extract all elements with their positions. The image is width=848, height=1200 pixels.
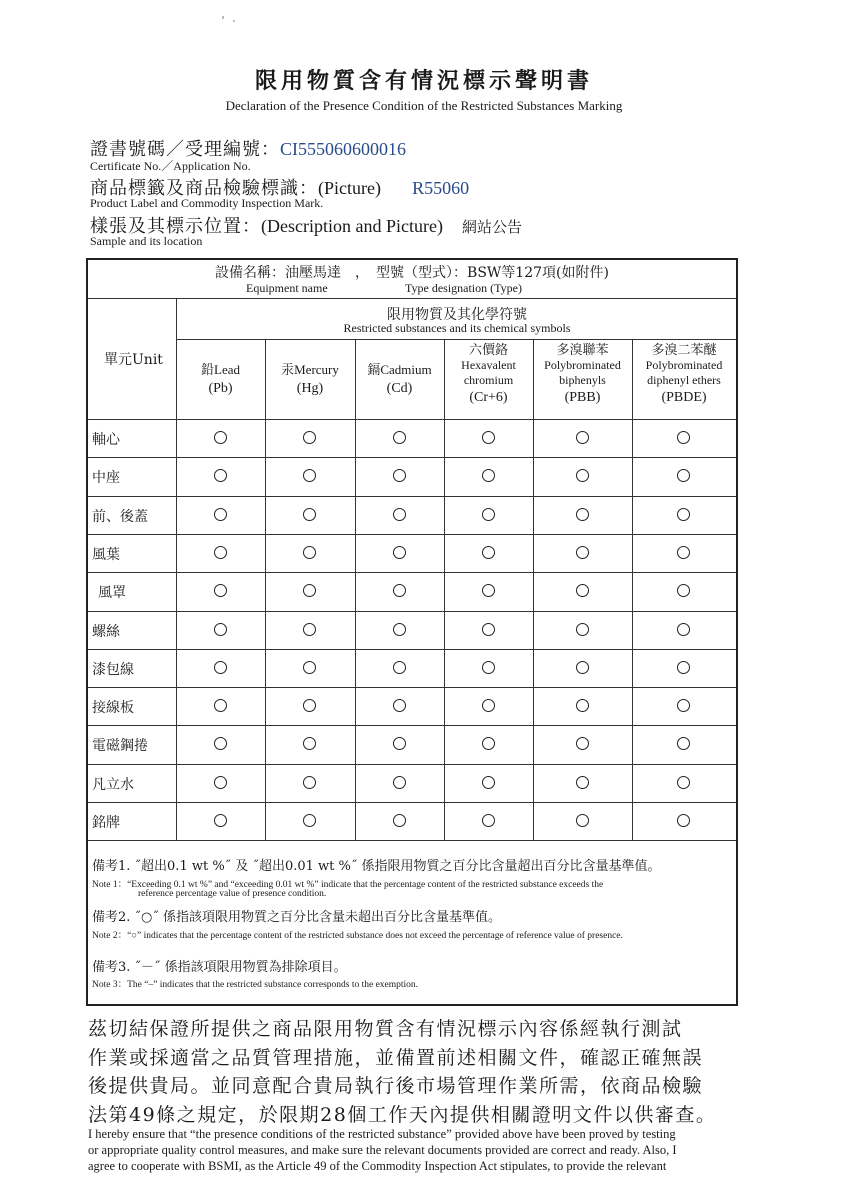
presence-circle-mark (393, 661, 406, 674)
presence-circle-mark (576, 469, 589, 482)
note-2-en: Note 2：“○” indicates that the percentage content of the restricted substance does not exceed the percentage of reference value of presence. (92, 931, 623, 941)
presence-circle-mark (214, 814, 227, 827)
substance-header (444, 343, 533, 405)
presence-circle-mark (214, 584, 227, 597)
presence-circle-mark (393, 584, 406, 597)
declaration-line-zh: 法第49條之規定，於限期28個工作天內提供相關證明文件以供審查。 (88, 1104, 717, 1126)
presence-circle-mark (214, 508, 227, 521)
table-rule (88, 572, 736, 573)
certificate-label-en: Certificate No.／Application No. (90, 159, 251, 173)
declaration-line-zh: 後提供貴局。並同意配合貴局執行後市場管理作業所需，依商品檢驗 (88, 1075, 704, 1097)
equipment-name-en: Equipment name (246, 281, 328, 295)
table-column-rule (265, 339, 266, 840)
table-rule (88, 764, 736, 765)
substance-name: Hexavalent (461, 358, 516, 372)
row-unit-label: 電磁鋼捲 (92, 738, 148, 755)
presence-circle-mark (677, 661, 690, 674)
presence-circle-mark (677, 623, 690, 636)
presence-circle-mark (303, 508, 316, 521)
table-rule (88, 298, 736, 299)
presence-circle-mark (677, 546, 690, 559)
presence-circle-mark (576, 661, 589, 674)
substance-symbol: (PBDE) (661, 390, 707, 405)
substance-name-cont: chromium (463, 373, 514, 387)
presence-circle-mark (393, 469, 406, 482)
presence-circle-mark (303, 431, 316, 444)
table-rule (88, 649, 736, 650)
note-1-en-cont: reference percentage value of presence condition. (138, 889, 327, 899)
substance-name: Polybrominated (544, 358, 621, 372)
presence-circle-mark (677, 431, 690, 444)
substance-name-cont: biphenyls (559, 373, 606, 387)
substances-header: 限用物質及其化學符號 (387, 307, 527, 323)
presence-circle-mark (393, 546, 406, 559)
presence-circle-mark (576, 737, 589, 750)
row-unit-label: 軸心 (92, 432, 120, 448)
table-rule (88, 802, 736, 803)
note-3-en: Note 3：The “–” indicates that the restricted substance corresponds to the exemption. (92, 980, 419, 990)
sample-label: 樣張及其標示位置： (90, 216, 261, 237)
table-rule (176, 339, 736, 340)
substance-name-cont: diphenyl ethers (647, 373, 721, 387)
scan-speck (222, 16, 224, 19)
sample-label-en: Sample and its location (90, 234, 203, 248)
table-rule (88, 611, 736, 612)
row-unit-label: 螺絲 (92, 623, 120, 640)
presence-circle-mark (677, 814, 690, 827)
substance-header (632, 343, 736, 405)
substance-name: 汞Mercury (281, 362, 339, 377)
table-column-rule (355, 339, 356, 840)
table-column-rule (444, 339, 445, 840)
unit-header: 單元Unit (104, 352, 163, 368)
table-rule (88, 725, 736, 726)
product-label-number: R55060 (412, 178, 470, 198)
table-column-rule (533, 339, 534, 840)
presence-circle-mark (576, 508, 589, 521)
product-label-picture: (Picture) (318, 178, 381, 198)
presence-circle-mark (482, 546, 495, 559)
row-unit-label: 漆包線 (92, 661, 134, 678)
presence-circle-mark (482, 469, 495, 482)
substance-name: Polybrominated (645, 358, 723, 372)
note-3: 備考3. ˝－˝ 係指該項限用物質為排除項目。 (92, 960, 347, 975)
product-label-label: 商品標籤及商品檢驗標識： (90, 178, 318, 199)
presence-circle-mark (214, 699, 227, 712)
substance-name-zh: 多溴聯苯 (556, 343, 609, 358)
declaration-line-en: I hereby ensure that “the presence conditions of the restricted substance” provided above have been proved by testing (88, 1127, 676, 1141)
declaration-line-zh: 茲切結保證所提供之商品限用物質含有情況標示內容係經執行測試 (88, 1018, 683, 1040)
presence-circle-mark (393, 508, 406, 521)
presence-circle-mark (214, 431, 227, 444)
equipment-line: 設備名稱：油壓馬達 ， 型號（型式）：BSW等127項(如附件) (215, 265, 609, 281)
presence-circle-mark (214, 737, 227, 750)
presence-circle-mark (214, 546, 227, 559)
product-label-en: Product Label and Commodity Inspection Mark. (90, 196, 324, 210)
presence-circle-mark (393, 776, 406, 789)
presence-circle-mark (482, 814, 495, 827)
substance-symbol: (Hg) (296, 381, 324, 396)
presence-circle-mark (576, 546, 589, 559)
presence-circle-mark (576, 699, 589, 712)
presence-circle-mark (214, 469, 227, 482)
presence-circle-mark (576, 814, 589, 827)
table-rule (88, 496, 736, 497)
declaration-line-en: agree to cooperate with BSMI, as the Article 49 of the Commodity Inspection Act stipulates, to provide the relevant (88, 1159, 667, 1173)
presence-circle-mark (482, 584, 495, 597)
presence-circle-mark (482, 776, 495, 789)
row-unit-label: 前、後蓋 (92, 508, 148, 525)
substance-name: 鉛Lead (201, 362, 240, 377)
presence-circle-mark (393, 737, 406, 750)
substance-symbol: (PBB) (564, 390, 601, 405)
presence-circle-mark (482, 508, 495, 521)
presence-circle-mark (303, 546, 316, 559)
presence-circle-mark (576, 431, 589, 444)
substances-header-en: Restricted substances and its chemical symbols (343, 321, 571, 335)
presence-circle-mark (393, 699, 406, 712)
presence-circle-mark (214, 661, 227, 674)
substance-symbol: (Pb) (208, 381, 233, 396)
table-rule (88, 534, 736, 535)
presence-circle-mark (303, 814, 316, 827)
row-unit-label: 風罩 (98, 585, 126, 602)
presence-circle-mark (677, 699, 690, 712)
note-1-en: Note 1：“Exceeding 0.1 wt %” and “exceeding 0.01 wt %” indicate that the percentage content of the restricted substance exceeds the (92, 880, 604, 890)
substance-header (533, 343, 632, 405)
presence-circle-mark (576, 584, 589, 597)
presence-circle-mark (393, 431, 406, 444)
scan-speck (233, 20, 235, 22)
table-column-rule (632, 339, 633, 840)
presence-circle-mark (482, 623, 495, 636)
presence-circle-mark (482, 661, 495, 674)
page-subtitle: Declaration of the Presence Condition of the Restricted Substances Marking (225, 98, 623, 113)
row-unit-label: 中座 (92, 470, 120, 487)
row-unit-label: 接線板 (92, 700, 134, 717)
row-unit-label: 凡立水 (92, 776, 134, 793)
presence-circle-mark (303, 699, 316, 712)
presence-circle-mark (393, 814, 406, 827)
row-unit-label: 風葉 (92, 546, 120, 563)
substance-header (176, 362, 265, 396)
table-rule (88, 457, 736, 458)
presence-circle-mark (482, 737, 495, 750)
table-rule (88, 687, 736, 688)
presence-circle-mark (303, 661, 316, 674)
substance-name-zh: 多溴二苯醚 (651, 343, 717, 358)
substance-symbol: (Cd) (386, 381, 413, 396)
presence-circle-mark (482, 699, 495, 712)
presence-circle-mark (214, 776, 227, 789)
certificate-label: 證書號碼／受理編號： (90, 139, 280, 160)
substance-header (265, 362, 355, 396)
presence-circle-mark (677, 776, 690, 789)
presence-circle-mark (576, 623, 589, 636)
presence-circle-mark (214, 623, 227, 636)
declaration-line-en: or appropriate quality control measures, and make sure the relevant documents provided are correct and ready. Also, I (88, 1143, 677, 1157)
type-designation-en: Type designation (Type) (405, 281, 522, 295)
presence-circle-mark (393, 623, 406, 636)
presence-circle-mark (482, 431, 495, 444)
certificate-number: CI555060600016 (280, 139, 406, 159)
note-2: 備考2. ˝○˝ 係指該項限用物質之百分比含量未超出百分比含量基準值。 (92, 910, 502, 925)
sample-description: (Description and Picture) (261, 216, 443, 236)
substance-symbol: (Cr+6) (469, 390, 508, 405)
declaration-line-zh: 作業或採適當之品質管理措施，並備置前述相關文件，確認正確無誤 (88, 1047, 704, 1069)
sample-value: 網站公告 (462, 218, 523, 236)
table-rule (88, 419, 736, 420)
presence-circle-mark (576, 776, 589, 789)
presence-circle-mark (303, 776, 316, 789)
table-rule (88, 840, 736, 841)
substance-name: 鎘Cadmium (367, 362, 432, 377)
presence-circle-mark (677, 508, 690, 521)
note-1: 備考1. ˝超出0.1 wt %˝ 及 ˝超出0.01 wt %˝ 係指限用物質之百分比含量超出百分比含量基準值。 (92, 859, 661, 874)
row-unit-label: 銘牌 (92, 815, 120, 831)
substance-header (355, 362, 444, 396)
substance-name-zh: 六價鉻 (468, 343, 508, 358)
presence-circle-mark (303, 623, 316, 636)
page-title: 限用物質含有情況標示聲明書 (254, 68, 593, 94)
